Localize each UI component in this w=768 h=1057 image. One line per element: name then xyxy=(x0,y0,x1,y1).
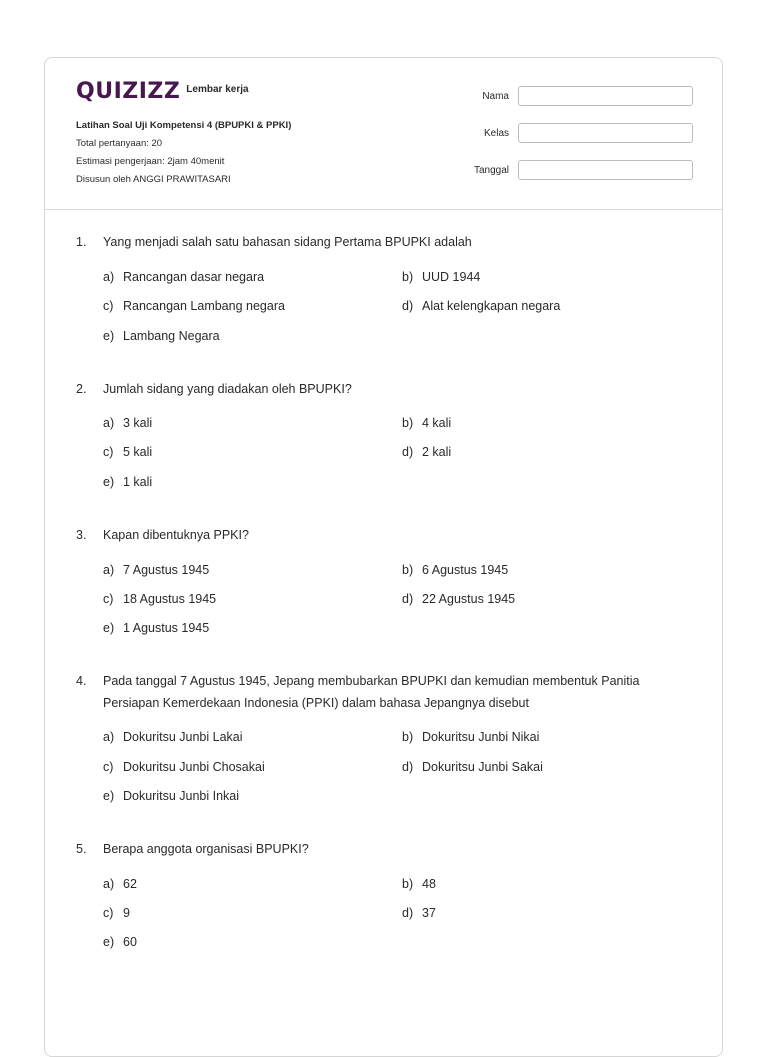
option-letter: b) xyxy=(402,730,414,744)
option-text: Lambang Negara xyxy=(123,329,220,343)
option-1d xyxy=(402,298,560,314)
option-3c xyxy=(103,591,216,607)
option-3d xyxy=(402,591,515,607)
option-text: Dokuritsu Junbi Nikai xyxy=(422,730,540,744)
option-letter: a) xyxy=(103,730,115,744)
option-letter: c) xyxy=(103,445,114,459)
option-letter: a) xyxy=(103,416,115,430)
option-letter: e) xyxy=(103,621,115,635)
option-text: Rancangan Lambang negara xyxy=(123,299,285,313)
option-2c xyxy=(103,444,152,460)
option-letter: d) xyxy=(402,445,414,459)
option-2d xyxy=(402,444,451,460)
option-letter: e) xyxy=(103,935,115,949)
option-text: Alat kelengkapan negara xyxy=(422,299,561,313)
question-stem xyxy=(76,524,696,546)
name-label: Nama xyxy=(482,90,509,102)
option-text: 6 Agustus 1945 xyxy=(422,563,509,577)
option-1c xyxy=(103,298,285,314)
option-text: Dokuritsu Junbi Sakai xyxy=(422,760,543,774)
option-text: 60 xyxy=(123,935,137,949)
question-3 xyxy=(76,524,696,546)
question-text: Yang menjadi salah satu bahasan sidang Pertama BPUPKI adalah xyxy=(103,235,472,249)
question-1 xyxy=(76,231,696,253)
option-text: 1 Agustus 1945 xyxy=(123,621,210,635)
question-text: Pada tanggal 7 Agustus 1945, Jepang membubarkan BPUPKI dan kemudian membentuk Panitia Persiapan Kemerdekaan Indonesia (PPKI) dalam bahasa Jepangnya disebut xyxy=(103,674,640,710)
option-letter: c) xyxy=(103,592,114,606)
option-letter: d) xyxy=(402,760,414,774)
option-3b xyxy=(402,562,508,578)
question-number: 4. xyxy=(76,674,87,688)
option-letter: c) xyxy=(103,299,114,313)
option-letter: c) xyxy=(103,906,114,920)
option-4b xyxy=(402,729,539,745)
option-text: 5 kali xyxy=(123,445,153,459)
question-5 xyxy=(76,838,696,860)
worksheet-label: Lembar kerja xyxy=(186,83,249,95)
option-letter: e) xyxy=(103,329,115,343)
option-text: 22 Agustus 1945 xyxy=(422,592,516,606)
option-text: 48 xyxy=(422,877,436,891)
logo-row xyxy=(76,80,249,104)
option-2e xyxy=(103,474,152,490)
class-field-row xyxy=(445,122,693,144)
option-letter: d) xyxy=(402,592,414,606)
option-4d xyxy=(402,759,543,775)
option-letter: c) xyxy=(103,760,114,774)
option-letter: a) xyxy=(103,877,115,891)
option-text: Rancangan dasar negara xyxy=(123,270,265,284)
option-text: 62 xyxy=(123,877,137,891)
option-4e xyxy=(103,788,239,804)
date-label: Tanggal xyxy=(473,164,509,176)
question-stem xyxy=(76,231,696,253)
option-text: UUD 1944 xyxy=(422,270,481,284)
question-stem xyxy=(76,838,696,860)
option-letter: b) xyxy=(402,563,414,577)
option-text: Dokuritsu Junbi Inkai xyxy=(123,789,240,803)
option-text: 2 kali xyxy=(422,445,452,459)
option-letter: d) xyxy=(402,299,414,313)
option-letter: b) xyxy=(402,416,414,430)
option-text: Dokuritsu Junbi Lakai xyxy=(123,730,243,744)
total-questions: Total pertanyaan: 20 xyxy=(76,138,163,149)
question-2 xyxy=(76,378,696,400)
question-text: Berapa anggota organisasi BPUPKI? xyxy=(103,842,309,856)
option-4c xyxy=(103,759,265,775)
option-letter: d) xyxy=(402,906,414,920)
quizizz-logo: QUIZIZZ xyxy=(76,79,181,104)
worksheet-header xyxy=(45,58,722,210)
option-letter: a) xyxy=(103,270,115,284)
author: Disusun oleh ANGGI PRAWITASARI xyxy=(76,174,231,185)
question-number: 1. xyxy=(76,235,87,249)
option-text: 4 kali xyxy=(422,416,452,430)
option-1a xyxy=(103,269,264,285)
question-number: 5. xyxy=(76,842,87,856)
option-5e xyxy=(103,934,137,950)
option-2a xyxy=(103,415,152,431)
option-letter: b) xyxy=(402,877,414,891)
question-stem xyxy=(76,378,696,400)
date-input[interactable] xyxy=(518,160,693,180)
class-label: Kelas xyxy=(483,127,509,139)
option-text: 7 Agustus 1945 xyxy=(123,563,210,577)
option-text: Dokuritsu Junbi Chosakai xyxy=(123,760,265,774)
option-5d xyxy=(402,905,436,921)
question-4 xyxy=(76,670,696,714)
option-letter: a) xyxy=(103,563,115,577)
worksheet-page xyxy=(44,57,723,1057)
option-2b xyxy=(402,415,451,431)
option-1e xyxy=(103,328,220,344)
question-number: 2. xyxy=(76,382,87,396)
option-text: 1 kali xyxy=(123,475,153,489)
option-5b xyxy=(402,876,436,892)
name-field-row xyxy=(445,85,693,107)
class-input[interactable] xyxy=(518,123,693,143)
option-1b xyxy=(402,269,480,285)
worksheet-title: Latihan Soal Uji Kompetensi 4 (BPUPKI & PPKI) xyxy=(76,120,292,131)
question-text: Kapan dibentuknya PPKI? xyxy=(103,528,249,542)
time-estimate: Estimasi pengerjaan: 2jam 40menit xyxy=(76,156,225,167)
option-text: 3 kali xyxy=(123,416,153,430)
option-letter: e) xyxy=(103,789,115,803)
date-field-row xyxy=(445,159,693,181)
option-text: 37 xyxy=(422,906,436,920)
question-number: 3. xyxy=(76,528,87,542)
option-3e xyxy=(103,620,209,636)
option-4a xyxy=(103,729,243,745)
option-5c xyxy=(103,905,130,921)
name-input[interactable] xyxy=(518,86,693,106)
option-text: 18 Agustus 1945 xyxy=(123,592,217,606)
worksheet-meta xyxy=(76,117,291,189)
option-letter: e) xyxy=(103,475,115,489)
option-3a xyxy=(103,562,209,578)
question-stem xyxy=(76,670,696,714)
option-5a xyxy=(103,876,137,892)
question-text: Jumlah sidang yang diadakan oleh BPUPKI? xyxy=(103,382,352,396)
option-letter: b) xyxy=(402,270,414,284)
option-text: 9 xyxy=(123,906,130,920)
